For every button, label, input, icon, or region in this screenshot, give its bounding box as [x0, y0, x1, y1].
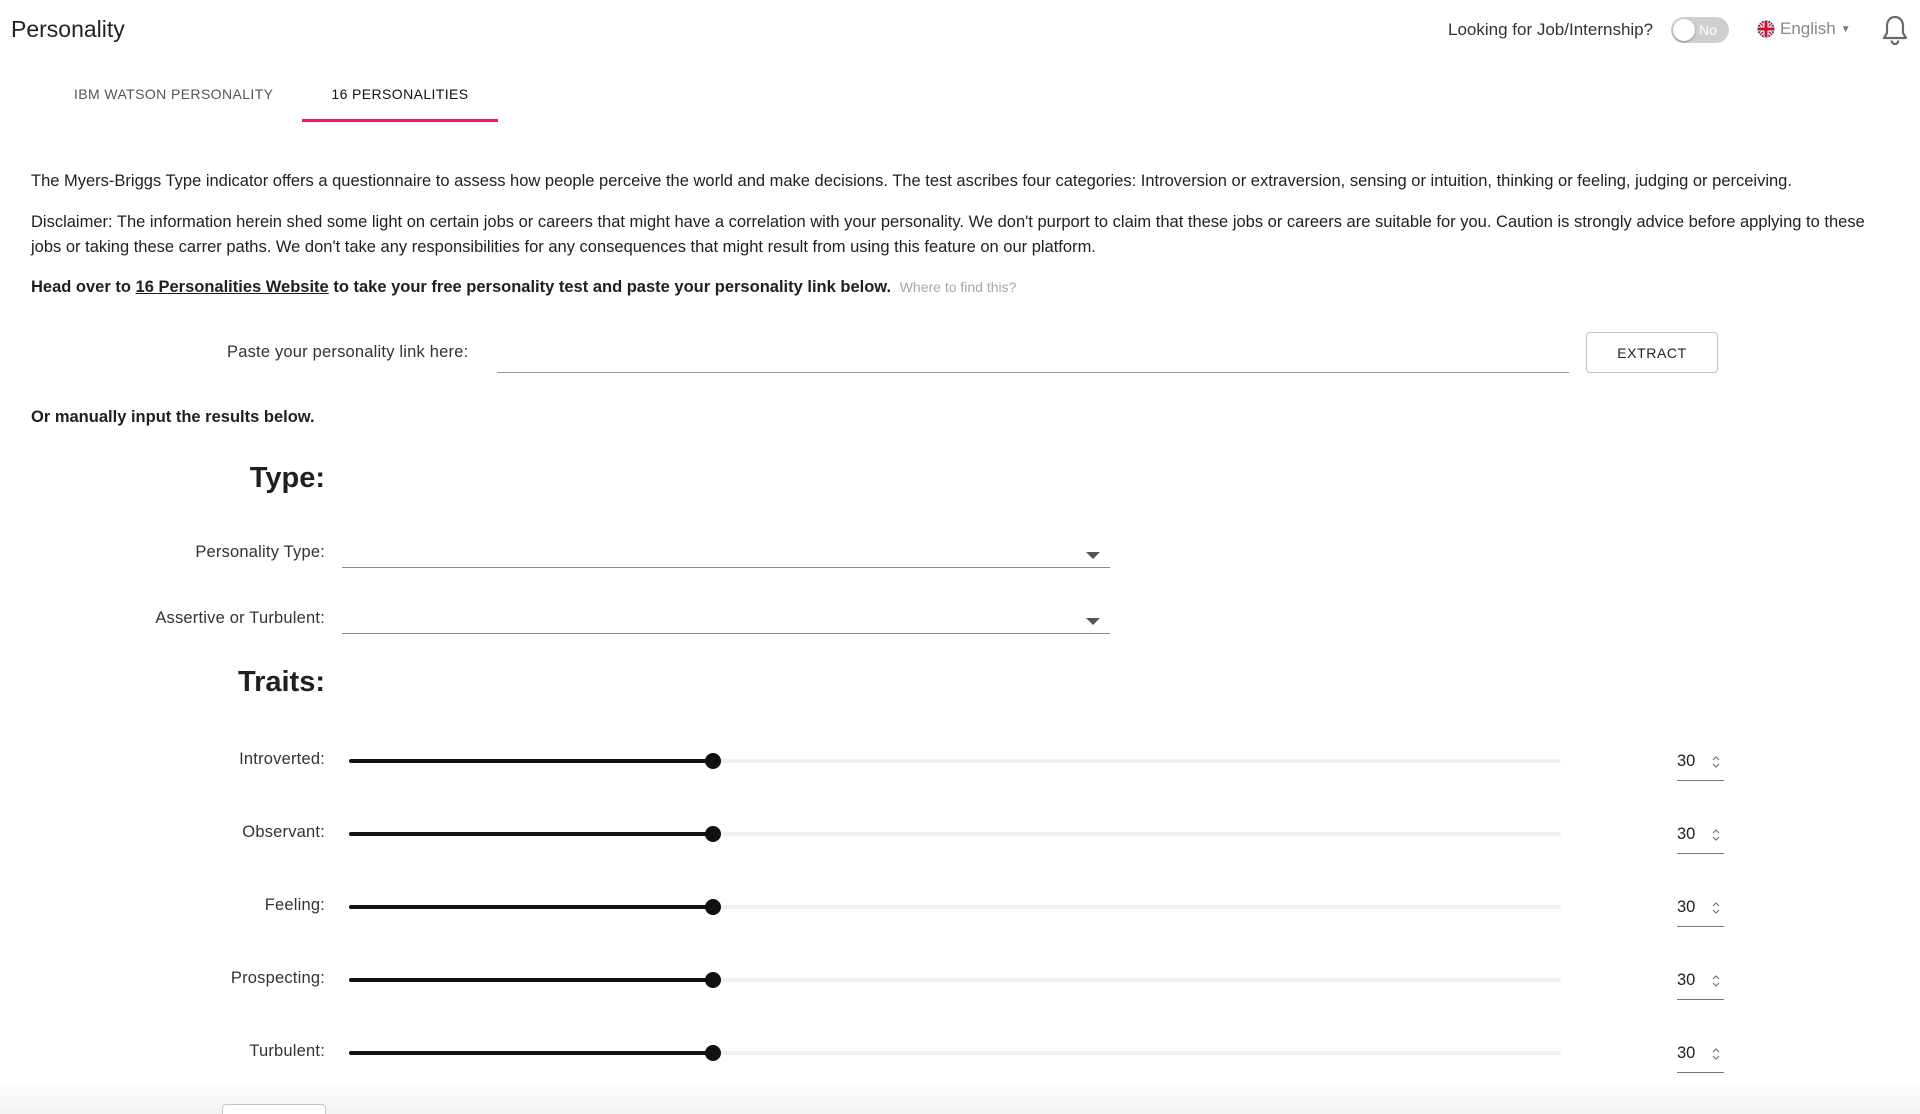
- toggle-knob: [1673, 19, 1695, 41]
- personality-tabs: [45, 72, 498, 122]
- dropdown-arrow-icon: [1086, 552, 1100, 559]
- extract-button[interactable]: EXTRACT: [1586, 332, 1718, 373]
- dropdown-arrow-icon: [1086, 618, 1100, 625]
- trait-value: 30: [1677, 971, 1696, 989]
- trait-label: Introverted:: [239, 750, 325, 768]
- personality-type-select[interactable]: [342, 538, 1110, 568]
- job-internship-toggle[interactable]: [1671, 17, 1729, 43]
- introverted-slider[interactable]: [349, 751, 1561, 771]
- slider-thumb[interactable]: [705, 753, 721, 769]
- assertive-turbulent-label: Assertive or Turbulent:: [155, 609, 325, 627]
- trait-value: 30: [1677, 752, 1696, 770]
- bell-icon[interactable]: [1880, 14, 1910, 46]
- instruction-suffix: to take your free personality test and paste your personality link below.: [328, 278, 892, 296]
- personality-link-input[interactable]: [497, 335, 1569, 373]
- submit-button[interactable]: [222, 1104, 326, 1114]
- trait-label: Turbulent:: [249, 1042, 325, 1060]
- personality-type-label: Personality Type:: [195, 543, 325, 561]
- slider-track: [349, 759, 713, 763]
- disclaimer-text: Disclaimer: The information herein shed some light on certain jobs or careers that might have a correlation with your personality. We don't purport to claim that these jobs or careers are suitable for you. Caution is strongly advice before applying to these jobs or taking these carrer paths. We don't take any responsibilities for any consequences that might result from using this feature on our platform.: [31, 213, 1865, 256]
- slider-thumb[interactable]: [705, 826, 721, 842]
- traits-section-title: Traits:: [237, 666, 325, 698]
- trait-label: Feeling:: [264, 896, 325, 914]
- app-header: [0, 0, 1920, 60]
- where-to-find-hint-link[interactable]: Where to find this?: [899, 279, 1017, 295]
- spinner-arrows-icon[interactable]: [1711, 973, 1721, 989]
- prospecting-number-input[interactable]: [1677, 960, 1724, 1000]
- manual-input-note: Or manually input the results below.: [31, 408, 315, 426]
- uk-flag-icon: [1757, 20, 1775, 38]
- prospecting-slider[interactable]: [349, 970, 1561, 990]
- slider-track: [349, 1051, 713, 1055]
- instruction-prefix: Head over to: [31, 278, 136, 296]
- slider-thumb[interactable]: [705, 1045, 721, 1061]
- assertive-turbulent-select[interactable]: [342, 604, 1110, 634]
- trait-value: 30: [1677, 898, 1696, 916]
- slider-track: [349, 978, 713, 982]
- spinner-arrows-icon[interactable]: [1711, 754, 1721, 770]
- slider-thumb[interactable]: [705, 899, 721, 915]
- trait-label: Prospecting:: [230, 969, 325, 987]
- spinner-arrows-icon[interactable]: [1711, 1046, 1721, 1062]
- chevron-down-icon: ▼: [1840, 23, 1851, 35]
- spinner-arrows-icon[interactable]: [1711, 900, 1721, 916]
- tab-ibm-watson-personality[interactable]: IBM WATSON PERSONALITY: [74, 86, 274, 102]
- language-label: English: [1780, 19, 1836, 38]
- type-section-title: Type:: [249, 462, 325, 494]
- introverted-number-input[interactable]: [1677, 741, 1724, 781]
- slider-track: [349, 905, 713, 909]
- observant-slider[interactable]: [349, 824, 1561, 844]
- turbulent-number-input[interactable]: [1677, 1033, 1724, 1073]
- feeling-slider[interactable]: [349, 897, 1561, 917]
- turbulent-slider[interactable]: [349, 1043, 1561, 1063]
- slider-thumb[interactable]: [705, 972, 721, 988]
- toggle-state-text: No: [1699, 22, 1717, 38]
- job-internship-label: Looking for Job/Internship?: [1448, 20, 1654, 39]
- head-over-instruction: [31, 275, 1016, 300]
- trait-value: 30: [1677, 825, 1696, 843]
- slider-track: [349, 832, 713, 836]
- observant-number-input[interactable]: [1677, 814, 1724, 854]
- trait-value: 30: [1677, 1044, 1696, 1062]
- tab-16-personalities[interactable]: 16 PERSONALITIES: [302, 72, 497, 122]
- page-title: Personality: [11, 16, 125, 42]
- feeling-number-input[interactable]: [1677, 887, 1724, 927]
- sixteen-personalities-website-link[interactable]: 16 Personalities Website: [135, 278, 329, 296]
- spinner-arrows-icon[interactable]: [1711, 827, 1721, 843]
- trait-label: Observant:: [242, 823, 325, 841]
- mbti-description: The Myers-Briggs Type indicator offers a questionnaire to assess how people perceive the world and make decisions. The test ascribes four categories: Introversion or extraversion, sensing or intuition, thinking or feeling, judging or perceiving.: [31, 172, 1792, 190]
- personality-link-label: Paste your personality link here:: [227, 343, 469, 361]
- language-selector[interactable]: [1757, 19, 1851, 39]
